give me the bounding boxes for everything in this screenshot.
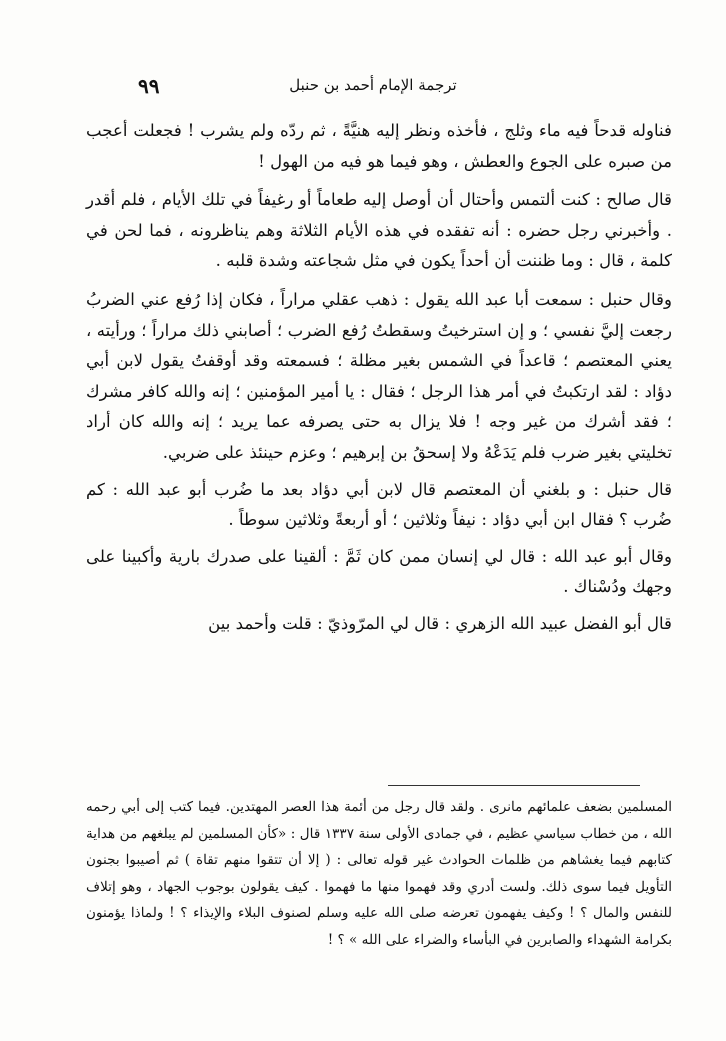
running-title: ترجمة الإمام أحمد بن حنبل xyxy=(289,76,457,94)
page-number: ٩٩ xyxy=(138,74,160,98)
paragraph: قال حنبل : و بلغني أن المعتصم قال لابن أبي دؤاد بعد ما ضُرب أبو عبد الله : كم ضُرب ؟ فقال ابن أبي دؤاد : نيفاً وثلاثين ؛ أو أربعةً وثلاثين سوطاً . xyxy=(86,479,672,530)
footnote-divider xyxy=(388,785,640,786)
paragraph: وقال حنبل : سمعت أبا عبد الله يقول : ذهب عقلي مراراً ، فكان إذا رُفع عني الضربُ رجعت إليَّ نفسي ؛ و إن استرخيتُ وسقطتُ رُفع الضرب ؛ أصابني ذلك مراراً ؛ ورأيته ، يعني المعتصم ؛ قاعداً في الشمس بغير مظلة ؛ فسمعته وقد أوقفتُ يقول لابن أبي دؤاد : لقد ارتكبتُ في أمر هذا الرجل ؛ فقال : يا أمير المؤمنين ؛ إنه والله كافر مشرك ؛ فقد أشرك من غير وجه ! فلا يزال به حتى يصرفه عما يريد ؛ إنه والله كان أراد تخليتي بغير ضرب فلم يَدَعْهُ ولا إسحقُ بن إبرهيم ؛ وعزم حينئذ على ضربي. xyxy=(86,289,672,462)
footnote: المسلمين بضعف علمائهم مانرى . ولقد قال رجل من أئمة هذا العصر المهتدين. فيما كتب إلى أبي رحمه الله ، من خطاب سياسي عظيم ، في جمادى الأولى سنة ١٣٣٧ قال : «كأن المسلمين لم يبلغهم من هداية كتابهم فيما يغشاهم من ظلمات الحوادث غير قوله تعالى : ( إلا أن تتقوا منهم تقاة ) ثم أصيبوا بجنون التأويل فيما سوى ذلك. ولست أدري وقد فهموا منها ما فهموا . كيف يقولون بوجوب الجهاد ، وهو إتلاف للنفس والمال ؟ ! وكيف يفهمون تعرضه صلى الله عليه وسلم لصنوف البلاء والإيذاء ؟ ! ولماذا يؤمنون بكرامة الشهداء والصابرين في البأساء والضراء على الله » ؟ ! xyxy=(86,799,672,948)
paragraph: وقال أبو عبد الله : قال لي إنسان ممن كان ثَمَّ : ألقينا على صدرك بارية وأكبينا على وجهك ودُسْناك . xyxy=(86,546,672,597)
paragraph: فناوله قدحاً فيه ماء وثلج ، فأخذه ونظر إليه هنيَّةً ، ثم ردّه ولم يشرب ! فجعلت أعجب من صبره على الجوع والعطش ، وهو فيما هو فيه من الهول ! xyxy=(86,121,672,171)
paragraph: قال أبو الفضل عبيد الله الزهري : قال لي المرّوذيّ : قلت وأحمد بين xyxy=(208,613,672,633)
body-text xyxy=(86,116,672,640)
page-header xyxy=(90,74,656,104)
paragraph: قال صالح : كنت ألتمس وأحتال أن أوصل إليه طعاماً أو رغيفاً في تلك الأيام ، فلم أقدر . وأخبرني رجل حضره : أنه تفقده في هذه الأيام الثلاثة وهم يناظرونه ، فما لحن في كلمة ، قال : وما ظننت أن أحداً يكون في مثل شجاعته وشدة قلبه . xyxy=(86,190,672,271)
